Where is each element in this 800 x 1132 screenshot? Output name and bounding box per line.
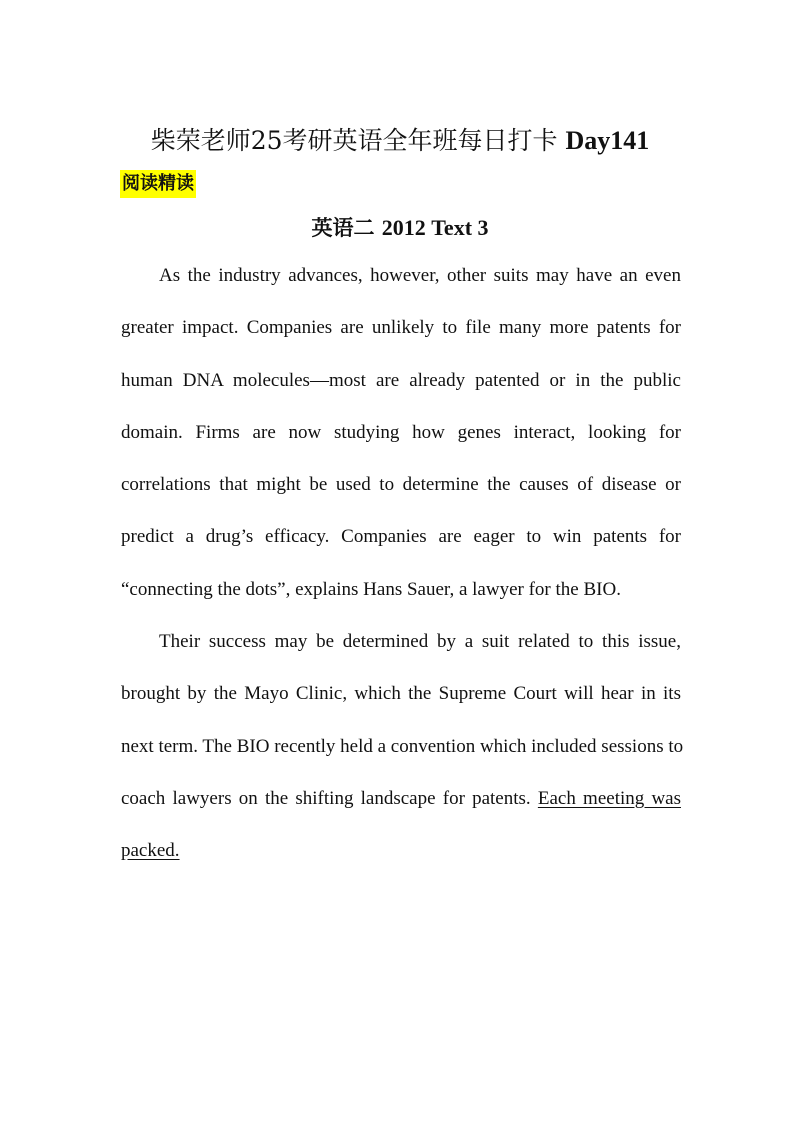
paragraph-line: greater impact. Companies are unlikely to file many more patents for: [121, 317, 681, 339]
paragraph-1: [121, 250, 681, 616]
page-title: [0, 123, 800, 159]
underlined-text: Each meeting was: [537, 787, 681, 809]
section-subtitle: [0, 213, 800, 243]
paragraph-line: human DNA molecules—most are already patented or in the public: [121, 369, 681, 391]
paragraph-line: brought by the Mayo Clinic, which the Supreme Court will hear in its: [121, 683, 681, 705]
paragraph-line: next term. The BIO recently held a convention which included sessions to: [121, 735, 684, 757]
subtitle-text: 2012 Text 3: [381, 215, 489, 240]
paragraph-2: [121, 616, 684, 877]
underlined-text: packed.: [121, 840, 180, 862]
title-day: Day141: [565, 126, 650, 155]
paragraph-line: Their success may be determined by a suit related to this issue,: [159, 631, 681, 652]
paragraph-line-5: [121, 825, 681, 877]
line4-plain-text: coach lawyers on the shifting landscape for patents.: [121, 787, 531, 809]
paragraph-line: predict a drug’s efficacy. Companies are eager to win patents for: [121, 526, 681, 548]
paragraph-line: correlations that might be used to determine the causes of disease or: [121, 474, 681, 496]
paragraph-line: “connecting the dots”, explains Hans Sauer, a lawyer for the BIO.: [121, 578, 621, 600]
paragraph-line-4: [121, 773, 681, 825]
title-main: 柴荣老师25考研英语全年班每日打卡: [150, 126, 558, 155]
highlight-tag: 阅读精读: [120, 170, 196, 198]
paragraph-line: As the industry advances, however, other suits may have an even: [159, 265, 681, 286]
paragraph-line: domain. Firms are now studying how genes interact, looking for: [121, 421, 681, 443]
subtitle-prefix: 英语二: [311, 215, 375, 240]
